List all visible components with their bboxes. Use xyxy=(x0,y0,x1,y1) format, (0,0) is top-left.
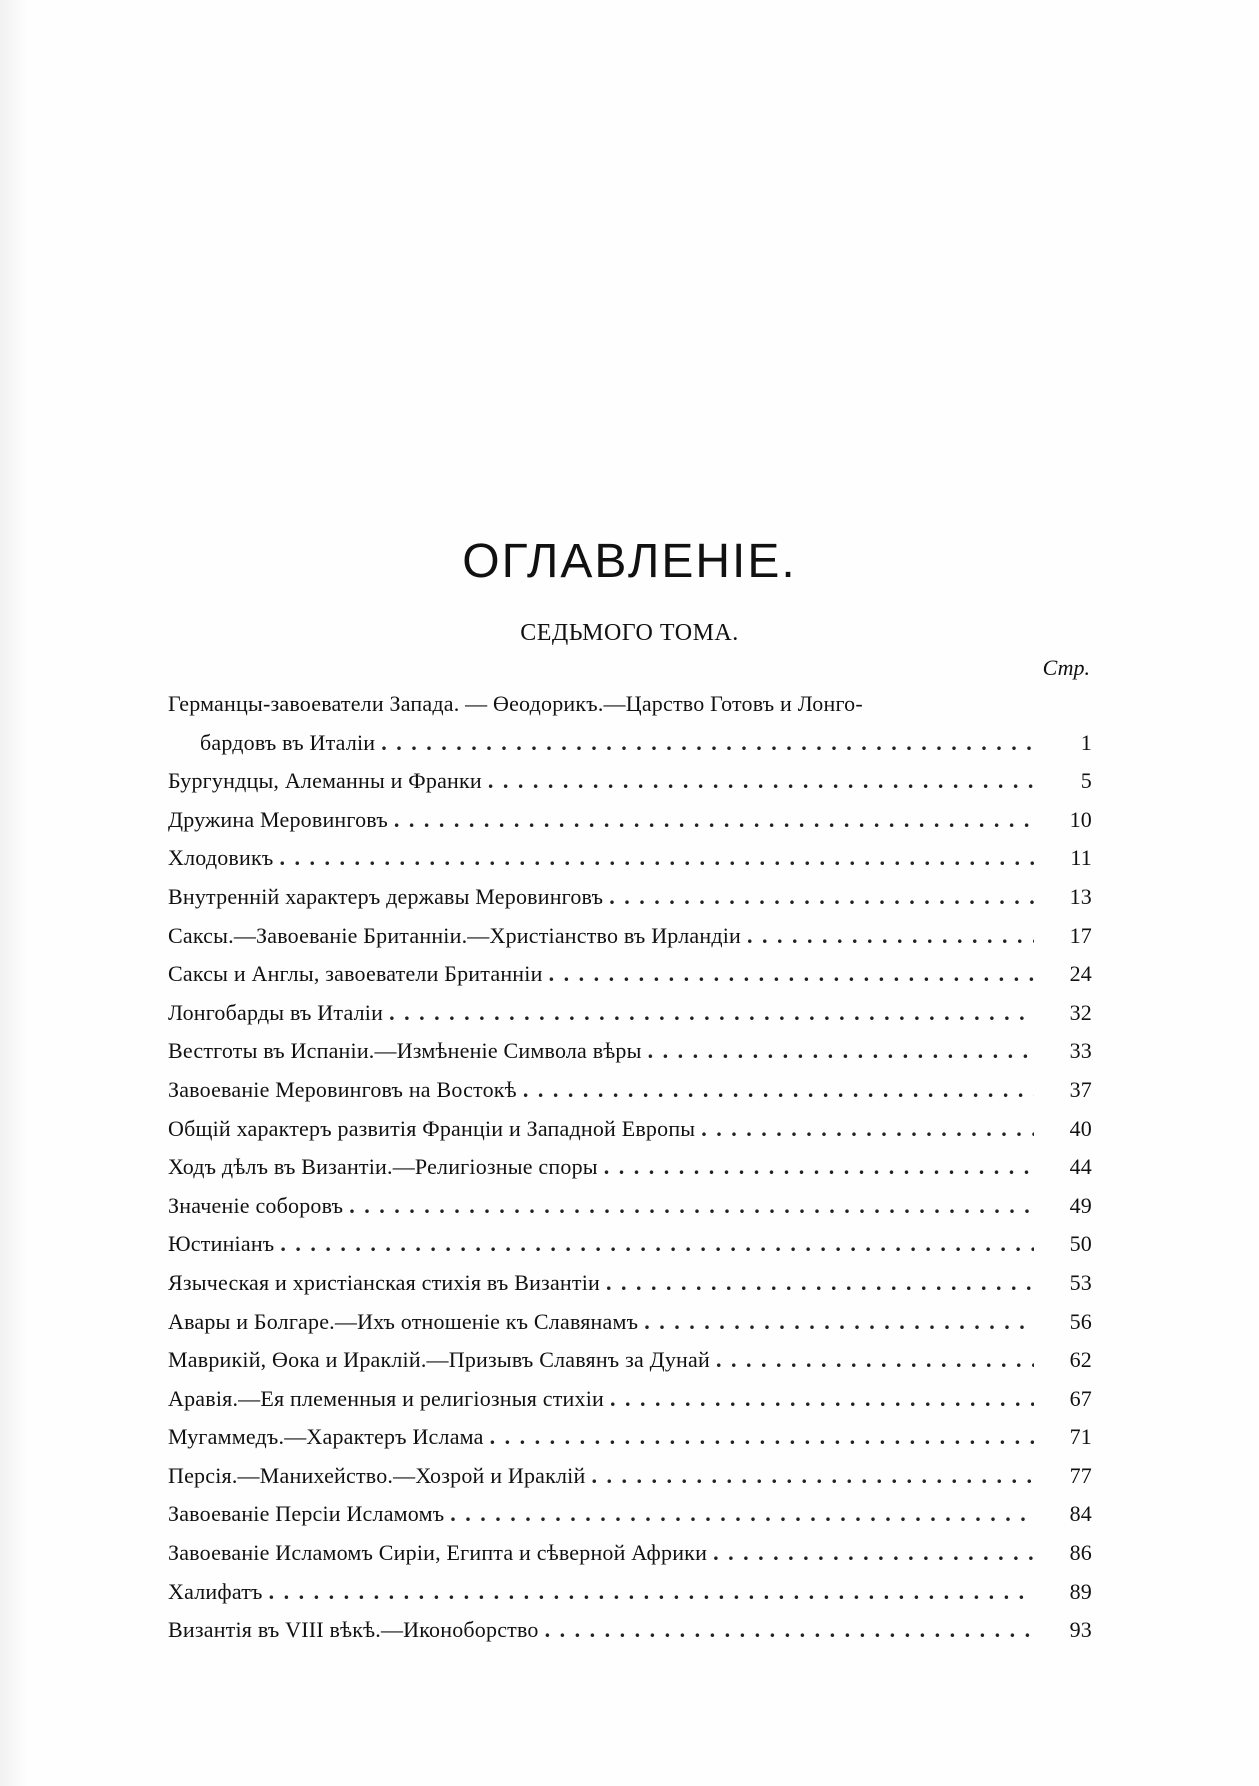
toc-entry-title: Языческая и христiанская стихiя въ Византiи xyxy=(168,1269,600,1295)
toc-entry-page-number: 44 xyxy=(1069,1154,1092,1180)
toc-entry-title: Завоеванiе Исламомъ Сирiи, Египта и сѣверной Африки xyxy=(168,1540,708,1566)
toc-entry[interactable] xyxy=(168,917,1092,956)
dot-leader xyxy=(713,1534,1034,1573)
toc-entry-title: Значенiе соборовъ xyxy=(168,1192,344,1218)
toc-entry[interactable] xyxy=(168,1611,1092,1650)
dot-leader xyxy=(450,1495,1034,1534)
dot-leader xyxy=(591,1457,1034,1496)
toc-entry-page-number: 40 xyxy=(1069,1115,1092,1141)
toc-entry[interactable] xyxy=(168,1380,1092,1419)
toc-entry-title: Византiя въ VIII вѣкѣ.—Иконоборство xyxy=(168,1617,539,1643)
toc-entry[interactable] xyxy=(168,1457,1092,1496)
toc-entry-title: Саксы и Англы, завоеватели Британнiи xyxy=(168,961,543,987)
toc-entry-title: Авары и Болгаре.—Ихъ отношенiе къ Славянамъ xyxy=(168,1308,639,1334)
dot-leader xyxy=(389,994,1034,1033)
toc-entry-page-number: 1 xyxy=(1080,729,1092,755)
toc-entry-title: Лонгобарды въ Италiи xyxy=(168,999,384,1025)
dot-leader xyxy=(490,1418,1034,1457)
dot-leader xyxy=(549,955,1034,994)
toc-entry[interactable] xyxy=(168,839,1092,878)
dot-leader xyxy=(716,1341,1034,1380)
toc-entry-title: Ходъ дѣлъ въ Византiи.—Религiозные споры xyxy=(168,1154,598,1180)
dot-leader xyxy=(279,839,1034,878)
toc-entry-title: Бургундцы, Алеманны и Франки xyxy=(168,768,482,794)
toc-entry-page-number: 50 xyxy=(1069,1231,1092,1257)
toc-entry-page-number: 13 xyxy=(1069,883,1092,909)
toc-entry[interactable] xyxy=(168,1032,1092,1071)
dot-leader xyxy=(394,801,1034,840)
toc-entry[interactable] xyxy=(168,1110,1092,1149)
dot-leader xyxy=(280,1225,1034,1264)
page-title: ОГЛАВЛЕНIЕ. xyxy=(462,535,797,588)
toc-entry-page-number: 10 xyxy=(1069,806,1092,832)
dot-leader xyxy=(610,1380,1034,1419)
dot-leader xyxy=(648,1032,1034,1071)
toc-entry[interactable] xyxy=(168,1573,1092,1612)
toc-entry-title: Завоеванiе Меровинговъ на Востокѣ xyxy=(168,1076,517,1102)
dot-leader xyxy=(606,1264,1034,1303)
toc-entry-title: Аравiя.—Ея племенныя и религiозныя стихiи xyxy=(168,1385,605,1411)
toc-entry-page-number: 17 xyxy=(1069,922,1092,948)
toc-entry[interactable] xyxy=(168,1187,1092,1226)
toc-entry[interactable] xyxy=(168,801,1092,840)
toc-entry[interactable] xyxy=(168,1303,1092,1342)
toc-entry-page-number: 32 xyxy=(1069,999,1092,1025)
page-subtitle: СЕДЬМОГО ТОМА. xyxy=(520,620,739,646)
dot-leader xyxy=(269,1573,1034,1612)
dot-leader xyxy=(701,1110,1034,1149)
toc-entry-title-line1: Германцы-завоеватели Запада. — Өеодорикъ.—Царство Готовъ и Лонго- xyxy=(168,691,863,716)
toc-entry-page-number: 89 xyxy=(1069,1578,1092,1604)
toc-entry-page-number: 11 xyxy=(1070,845,1092,871)
toc-entry-title: Маврикiй, Өока и Ираклiй.—Призывъ Славянъ за Дунай xyxy=(168,1347,710,1373)
toc-entry[interactable] xyxy=(168,1418,1092,1457)
toc-entry-page-number: 5 xyxy=(1080,768,1092,794)
toc-entry-title: Халифатъ xyxy=(168,1578,263,1604)
dot-leader xyxy=(609,878,1034,917)
toc-entry-title: Общiй характеръ развитiя Францiи и Западной Европы xyxy=(168,1115,696,1141)
dot-leader xyxy=(747,917,1034,956)
toc-entry-page-number: 56 xyxy=(1069,1308,1092,1334)
toc-entry-page-number: 53 xyxy=(1069,1269,1092,1295)
toc-entry-title: Завоеванiе Персiи Исламомъ xyxy=(168,1501,445,1527)
dot-leader xyxy=(604,1148,1034,1187)
toc-entry[interactable] xyxy=(168,1264,1092,1303)
toc-entry-title: Вестготы въ Испанiи.—Измѣненiе Символа вѣры xyxy=(168,1038,642,1064)
toc-entry[interactable] xyxy=(168,685,1092,762)
toc-entry-title: Саксы.—Завоеванiе Британнiи.—Христiанство въ Ирландiи xyxy=(168,922,741,948)
toc-entry[interactable] xyxy=(168,1495,1092,1534)
toc-entry-page-number: 71 xyxy=(1069,1424,1092,1450)
page-column-label: Стр. xyxy=(1042,655,1090,680)
toc-entry-page-number: 24 xyxy=(1069,961,1092,987)
dot-leader xyxy=(644,1303,1034,1342)
toc-entry[interactable] xyxy=(168,955,1092,994)
toc-entry-title: Дружина Меровинговъ xyxy=(168,806,388,832)
dot-leader xyxy=(523,1071,1034,1110)
dot-leader xyxy=(545,1611,1034,1650)
dot-leader xyxy=(349,1187,1034,1226)
toc-entry-title: Персiя.—Манихейство.—Хозрой и Ираклiй xyxy=(168,1462,586,1488)
toc-entry-page-number: 77 xyxy=(1069,1462,1092,1488)
toc-entry-title: Мугаммедъ.—Характеръ Ислама xyxy=(168,1424,484,1450)
toc-entry[interactable] xyxy=(168,1341,1092,1380)
toc-entry-page-number: 86 xyxy=(1069,1540,1092,1566)
toc-entry-page-number: 33 xyxy=(1069,1038,1092,1064)
toc-entry-page-number: 37 xyxy=(1069,1076,1092,1102)
toc-entry-page-number: 62 xyxy=(1069,1347,1092,1373)
toc-entry[interactable] xyxy=(168,1148,1092,1187)
toc-entry[interactable] xyxy=(168,878,1092,917)
toc-entry-page-number: 84 xyxy=(1069,1501,1092,1527)
toc-entry-title: бардовъ въ Италiи xyxy=(200,729,376,755)
toc-entry-title: Юстинiанъ xyxy=(168,1231,275,1257)
toc-entry[interactable] xyxy=(168,1071,1092,1110)
toc-entry-page-number: 49 xyxy=(1069,1192,1092,1218)
page-edge-shadow xyxy=(0,0,28,1786)
dot-leader xyxy=(488,762,1034,801)
toc-entry[interactable] xyxy=(168,1225,1092,1264)
toc-entry-page-number: 93 xyxy=(1069,1617,1092,1643)
toc-entry-title: Хлодовикъ xyxy=(168,845,274,871)
dot-leader xyxy=(381,724,1034,763)
toc-entry[interactable] xyxy=(168,994,1092,1033)
toc-entry-title: Внутреннiй характеръ державы Меровинговъ xyxy=(168,883,604,909)
toc-entry-page-number: 67 xyxy=(1069,1385,1092,1411)
toc-entry[interactable] xyxy=(168,1534,1092,1573)
table-of-contents xyxy=(168,685,1092,1650)
toc-entry[interactable] xyxy=(168,762,1092,801)
